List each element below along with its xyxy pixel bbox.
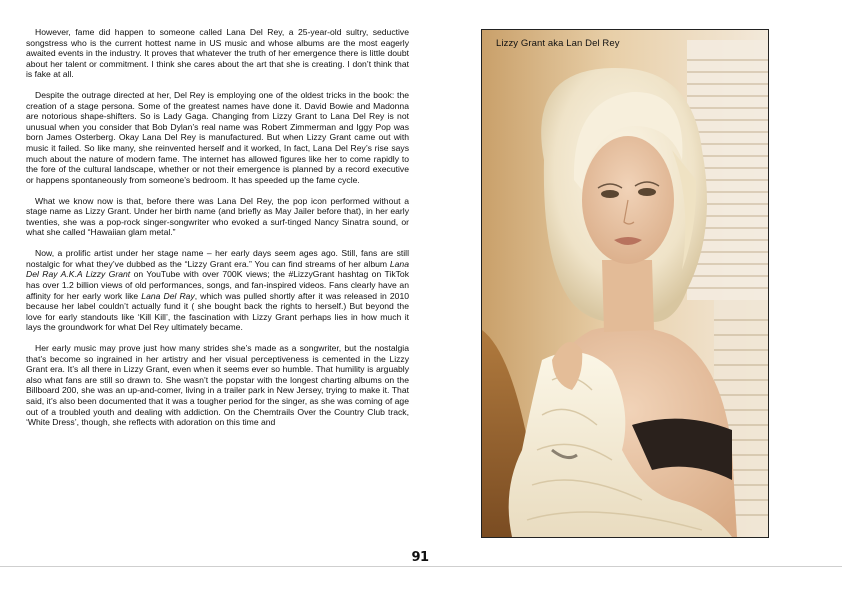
- italic-title: Lana Del Ray: [141, 290, 195, 301]
- photo-frame: [481, 29, 769, 538]
- text-run: Now, a prolific artist under her stage name – her early days seem ages ago. Still, fans are still nostalgic for what they’ve dubbed as the “Lizzy Grant era.” You can find streams of her album: [26, 248, 409, 269]
- article-paragraph: [26, 90, 409, 185]
- text-run: However, fame did happen to someone called Lana Del Rey, a 25-year-old sultry, seductive songstress who is the current hottest name in US music and whose albums are the most eagerly awaited events in the industry. It proves that whatever the truth of her emergence there is little doubt about her talent or commitment. I think she cares about the art that she is creating. I don’t think that is fake at all.: [26, 27, 409, 80]
- portrait-photo: [482, 30, 768, 537]
- text-run: , which was pulled shortly after it was released in 2010 because her label couldn’t actually fund it ( she bought back the rights to herself.) But beyond the love for early standouts like ‘Kill Kill’, the fascination with Lizzy Grant perhaps lies in how much it lays the groundwork for what Del Rey ultimately became.: [26, 290, 410, 333]
- italic-title: Lana Del Ray A.K.A Lizzy Grant: [26, 258, 409, 280]
- article-paragraph: [26, 248, 409, 332]
- text-run: Her early music may prove just how many strides she’s made as a songwriter, but the nostalgia that’s become so ingrained in her artistry and her visual perceptiveness is cemented in the Lizzy Grant era. It’s all there in Lizzy Grant, even when it seems ever so humble. That humility is arguably also what fans are still so drawn to. She wasn’t the popstar with the longest charting albums on the Billboard 200, she was an up-and-comer, living in a trailer park in New Jersey, trying to make it. That said, it’s also been documented that it was a tougher period for the singer, as she was coming of age out of a troubled youth and dealing with addiction. On the Chemtrails Over the Country Club track, ‘White Dress’, though, she reflects with adoration on this time and: [26, 343, 409, 428]
- text-run: on YouTube with over 700K views; the #LizzyGrant hashtag on TikTok has over 1.2 billion views of old performances, songs, and fan-inspired videos. Fans clearly have an affinity for her early work like: [26, 269, 409, 301]
- article-paragraph: [26, 27, 409, 80]
- footer-divider: [0, 566, 842, 567]
- photo-caption: Lizzy Grant aka Lan Del Rey: [496, 38, 620, 49]
- article-paragraph: [26, 343, 409, 427]
- text-run: What we know now is that, before there was Lana Del Rey, the pop icon performed without a stage name as Lizzy Grant. Under her birth name (and briefly as May Jailer before that), in her early twenties, she was a pop-rock singer-songwriter who evoked a surf-tinged Nancy Sinatra sound, or what she called “Hawaiian glam metal.”: [26, 195, 409, 238]
- article-paragraph: [26, 196, 409, 238]
- page-number: 91: [411, 550, 429, 565]
- article-text-column: [26, 27, 409, 438]
- text-run: Despite the outrage directed at her, Del Rey is employing one of the oldest tricks in the book: the creation of a stage persona. Some of the greatest names have done it. David Bowie and Madonna are notorious shape-shifters. So is Lady Gaga. Changing from Lizzy Grant to Lana Del Rey is not unusual when you consider that Bob Dylan’s real name was Robert Zimmerman and Iggy Pop was born James Osterberg. Okay Lana Del Rey is manufactured. But when Lizzy Grant came out with music it failed. So like many, she reinvented herself and it worked, In fact, Lana Del Rey’s rise says much about the nature of modern fame. The internet has allowed figures like her to come rapidly to the fore of the cultural landscape, whether or not their emergence is planned by a record executive or happens spontaneously from someone’s bedroom. It has speeded up the fame cycle.: [26, 90, 409, 185]
